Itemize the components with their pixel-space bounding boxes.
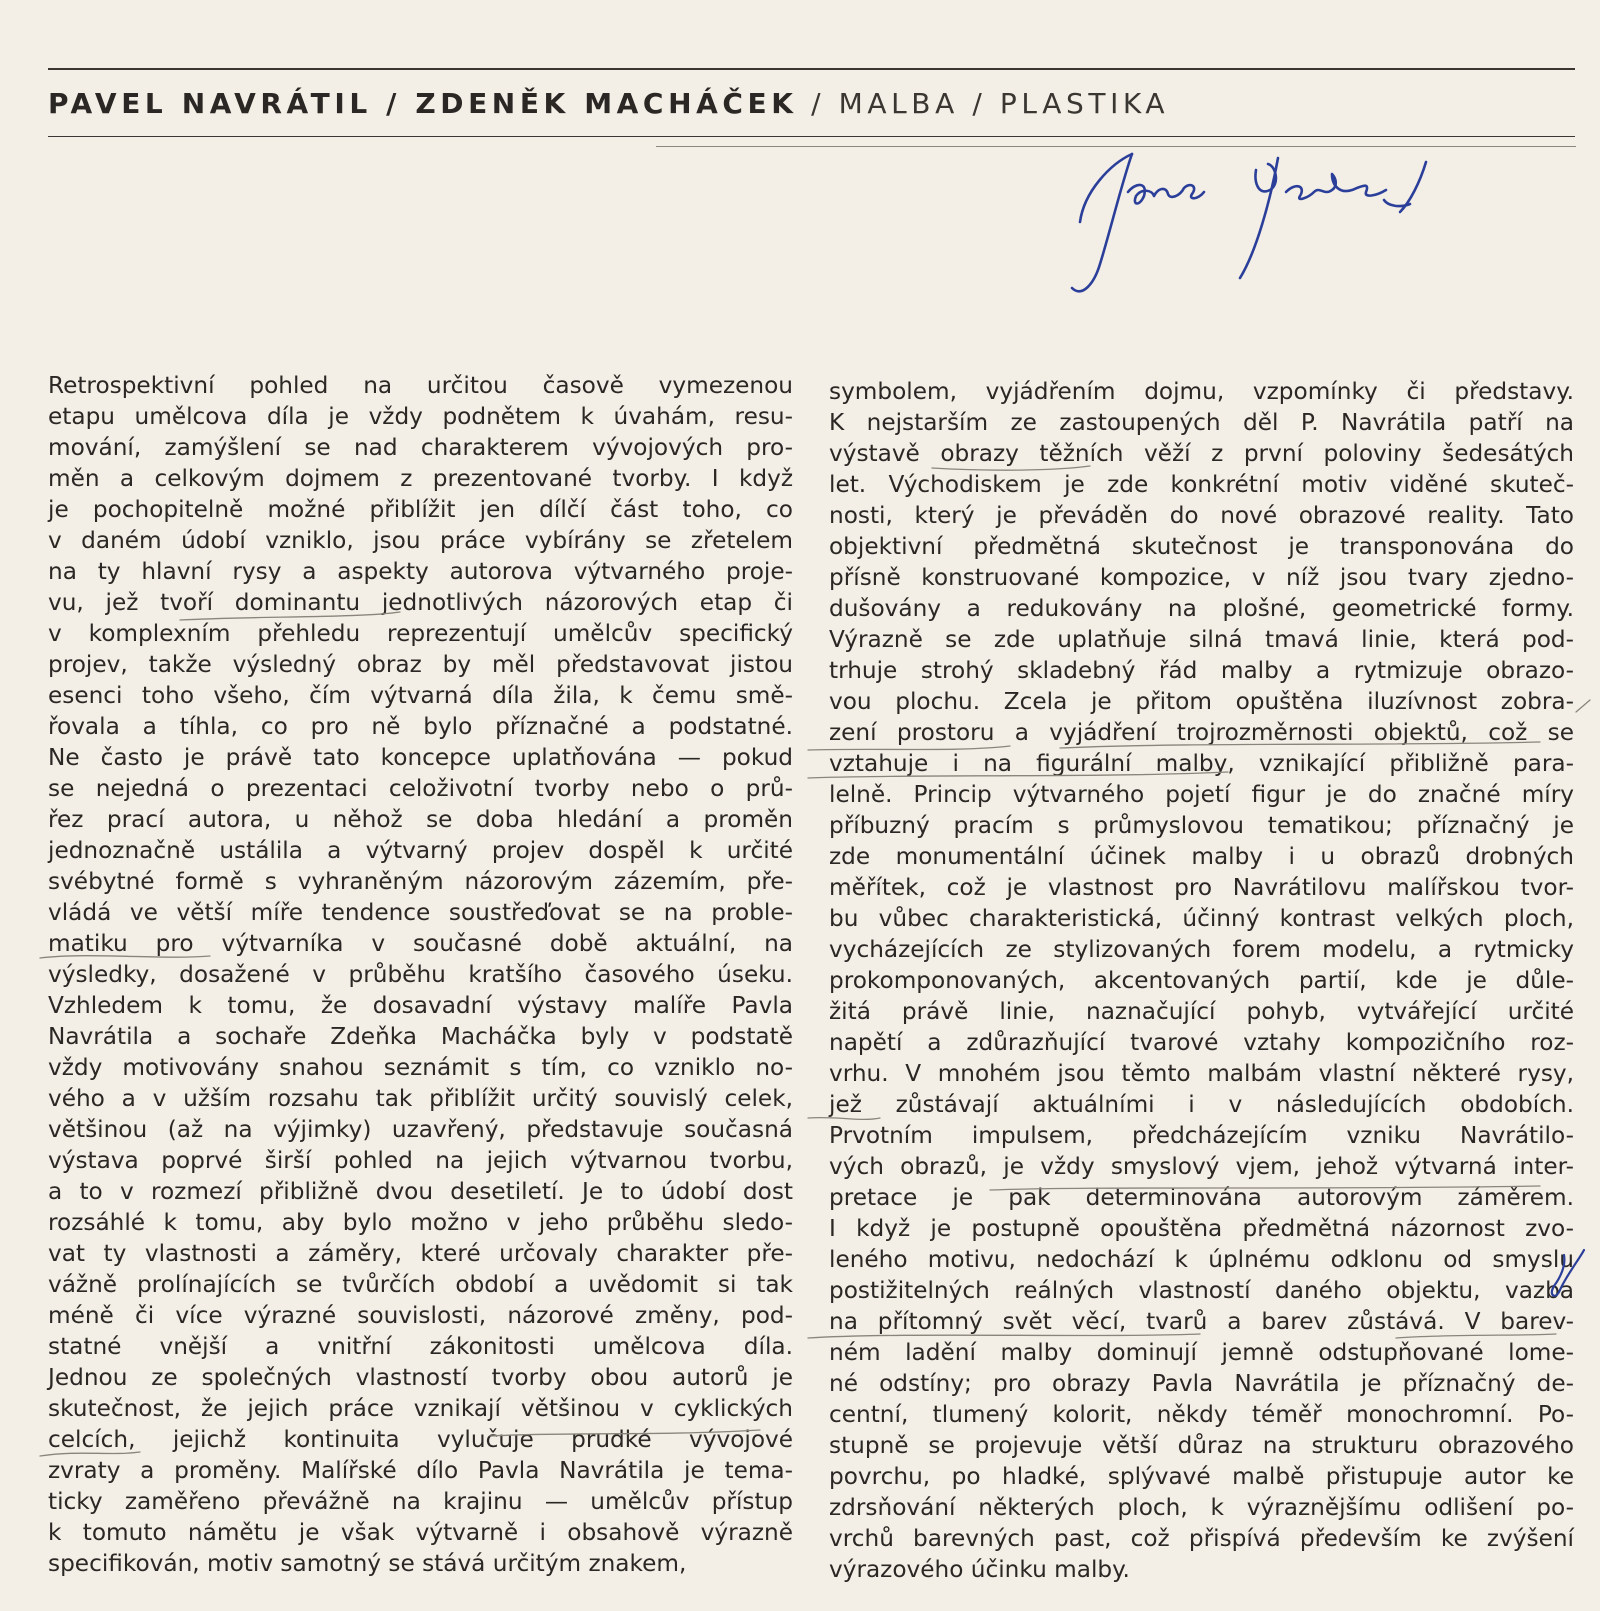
left-column-line: Navrátila a sochaře Zdeňka Macháčka byly v podstatě xyxy=(48,1023,793,1050)
right-column-line: let. Východiskem je zde konkrétní motiv viděné skuteč- xyxy=(829,471,1574,498)
right-column-line: I když je postupně opouštěna předmětná názornost zvo- xyxy=(829,1215,1574,1242)
left-column-line: projev, takže výsledný obraz by měl představovat jistou xyxy=(48,651,793,678)
left-column-line: na ty hlavní rysy a aspekty autorova výtvarného proje- xyxy=(48,558,793,585)
left-column-line: etapu umělcova díla je vždy podnětem k úvahám, resu- xyxy=(48,403,793,430)
left-column-line: se nejedná o prezentaci celoživotní tvorby nebo o prů- xyxy=(48,775,793,802)
left-column-line: Retrospektivní pohled na určitou časově vymezenou xyxy=(48,372,793,399)
secondary-rule xyxy=(656,146,1576,147)
right-column-line: zení prostoru a vyjádření trojrozměrnosti objektů, což se xyxy=(829,719,1574,746)
left-column-line: specifikován, motiv samotný se stává určitým znakem, xyxy=(48,1550,687,1577)
left-column-line: zvraty a proměny. Malířské dílo Pavla Navrátila je tema- xyxy=(48,1457,793,1484)
heading-subtitle: / MALBA / PLASTIKA xyxy=(797,87,1170,120)
right-column-line: napětí a zdůrazňující tvarové vztahy kompozičního roz- xyxy=(829,1029,1574,1056)
pencil-underline xyxy=(1576,700,1590,712)
right-column-line: vycházejících ze stylizovaných forem modelu, a rytmicky xyxy=(829,936,1574,963)
left-column-line: měn a celkovým dojmem z prezentované tvorby. I když xyxy=(48,465,793,492)
heading-authors: PAVEL NAVRÁTIL / ZDENĚK MACHÁČEK xyxy=(48,87,798,120)
right-column-line: vztahuje i na figurální malby, vznikající přibližně para- xyxy=(829,750,1574,777)
left-column-line: v komplexním přehledu reprezentují umělcův specifický xyxy=(48,620,793,647)
right-column-line: měřítek, což je vlastnost pro Navrátilovu malířskou tvor- xyxy=(829,874,1574,901)
right-column-line: na přítomný svět věcí, tvarů a barev zůstává. V barev- xyxy=(829,1308,1574,1335)
left-column-line: Ne často je právě tato koncepce uplatňována — pokud xyxy=(48,744,793,771)
top-rule xyxy=(48,68,1575,70)
right-column-line: vou plochu. Zcela je přitom opuštěna iluzívnost zobra- xyxy=(829,688,1574,715)
left-column-line: řez prací autora, u něhož se doba hledání a proměn xyxy=(48,806,793,833)
right-column-line: objektivní předmětná skutečnost je transponována do xyxy=(829,533,1574,560)
right-column-line: výrazového účinku malby. xyxy=(829,1556,1130,1583)
left-text-column xyxy=(48,370,793,1579)
left-column-line: a to v rozmezí přibližně dvou desetiletí. Je to údobí dost xyxy=(48,1178,793,1205)
left-column-line: jednoznačně ustálila a výtvarný projev dospěl k určité xyxy=(48,837,793,864)
right-column-line: dušovány a redukovány na plošné, geometrické formy. xyxy=(829,595,1574,622)
right-column-line: pretace je pak determinována autorovým záměrem. xyxy=(829,1184,1574,1211)
right-column-line: bu vůbec charakteristická, účinný kontrast velkých ploch, xyxy=(829,905,1574,932)
page-heading xyxy=(48,84,1548,124)
right-column-line: jež zůstávají aktuálními i v následujících obdobích. xyxy=(829,1091,1574,1118)
right-column-line: trhuje strohý skladebný řád malby a rytmizuje obrazo- xyxy=(829,657,1574,684)
left-column-line: vat ty vlastnosti a záměry, které určovaly charakter pře- xyxy=(48,1240,793,1267)
right-column-line: K nejstarším ze zastoupených děl P. Navrátila patří na xyxy=(829,409,1574,436)
right-column-line: vrhu. V mnohém jsou těmto malbám vlastní některé rysy, xyxy=(829,1060,1574,1087)
right-column-line: né odstíny; pro obrazy Pavla Navrátila je příznačný de- xyxy=(829,1370,1574,1397)
left-column-line: vládá ve větší míře tendence soustřeďovat se na proble- xyxy=(48,899,793,926)
left-column-line: řovala a tíhla, co pro ně bylo příznačné a podstatné. xyxy=(48,713,793,740)
left-column-line: výstava poprvé širší pohled na jejich výtvarnou tvorbu, xyxy=(48,1147,793,1174)
left-column-line: statné vnější a vnitřní zákonitosti umělcova díla. xyxy=(48,1333,793,1360)
left-column-line: vého a v užším rozsahu tak přiblížit určitý souvislý celek, xyxy=(48,1085,793,1112)
right-column-line: Výrazně se zde uplatňuje silná tmavá linie, která pod- xyxy=(829,626,1574,653)
left-column-line: svébytné formě s vyhraněným názorovým zázemím, pře- xyxy=(48,868,793,895)
right-column-line: nosti, který je převáděn do nové obrazové reality. Tato xyxy=(829,502,1574,529)
right-column-line: lelně. Princip výtvarného pojetí figur je do značné míry xyxy=(829,781,1574,808)
left-column-line: méně či více výrazné souvislosti, názorové změny, pod- xyxy=(48,1302,793,1329)
handwritten-signature xyxy=(1070,152,1490,302)
left-column-line: rozsáhlé k tomu, aby bylo možno v jeho průběhu sledo- xyxy=(48,1209,793,1236)
left-column-line: vždy motivovány snahou seznámit s tím, co vzniklo no- xyxy=(48,1054,793,1081)
right-column-line: zdrsňování některých ploch, k výraznějšímu odlišení po- xyxy=(829,1494,1574,1521)
left-column-line: výsledky, dosažené v průběhu kratšího časového úseku. xyxy=(48,961,793,988)
right-column-line: příbuzný pracím s průmyslovou tematikou; příznačný je xyxy=(829,812,1574,839)
right-column-line: symbolem, vyjádřením dojmu, vzpomínky či představy. xyxy=(829,378,1574,405)
right-column-line: povrchu, po hladké, splývavé malbě přistupuje autor ke xyxy=(829,1463,1574,1490)
left-column-line: mování, zamýšlení se nad charakterem vývojových pro- xyxy=(48,434,793,461)
right-column-line: výstavě obrazy těžních věží z první poloviny šedesátých xyxy=(829,440,1574,467)
right-column-line: přísně konstruované kompozice, v níž jsou tvary zjedno- xyxy=(829,564,1574,591)
left-column-line: Vzhledem k tomu, že dosavadní výstavy malíře Pavla xyxy=(48,992,793,1019)
heading-underline-rule xyxy=(48,136,1575,137)
right-column-line: stupně se projevuje větší důraz na strukturu obrazového xyxy=(829,1432,1574,1459)
right-column-line: vrchů barevných past, což přispívá především ke zvýšení xyxy=(829,1525,1574,1552)
right-column-line: leného motivu, nedochází k úplnému odklonu od smyslu xyxy=(829,1246,1574,1273)
right-column-line: prokomponovaných, akcentovaných partií, kde je důle- xyxy=(829,967,1574,994)
left-column-line: vážně prolínajících se tvůrčích období a uvědomit si tak xyxy=(48,1271,793,1298)
left-column-line: je pochopitelně možné přiblížit jen dílčí část toho, co xyxy=(48,496,793,523)
left-column-line: esenci toho všeho, čím výtvarná díla žila, k čemu smě- xyxy=(48,682,793,709)
right-column-line: vých obrazů, je vždy smyslový vjem, jehož výtvarná inter- xyxy=(829,1153,1574,1180)
left-column-line: většinou (až na výjimky) uzavřený, představuje současná xyxy=(48,1116,793,1143)
right-column-line: zde monumentální účinek malby i u obrazů drobných xyxy=(829,843,1574,870)
left-column-line: skutečnost, že jejich práce vznikají většinou v cyklických xyxy=(48,1395,793,1422)
left-column-line: Jednou ze společných vlastností tvorby obou autorů je xyxy=(48,1364,793,1391)
left-column-line: celcích, jejichž kontinuita vylučuje prudké vývojové xyxy=(48,1426,793,1453)
right-column-line: centní, tlumený kolorit, někdy téměř monochromní. Po- xyxy=(829,1401,1574,1428)
left-column-line: matiku pro výtvarníka v současné době aktuální, na xyxy=(48,930,793,957)
left-column-line: ticky zaměřeno převážně na krajinu — umělcův přístup xyxy=(48,1488,793,1515)
left-column-line: k tomuto námětu je však výtvarně i obsahově výrazně xyxy=(48,1519,793,1546)
left-column-line: v daném údobí vzniklo, jsou práce vybírány se zřetelem xyxy=(48,527,793,554)
right-text-column xyxy=(829,376,1574,1585)
left-column-line: vu, jež tvoří dominantu jednotlivých názorových etap či xyxy=(48,589,793,616)
right-column-line: postižitelných reálných vlastností daného objektu, vazba xyxy=(829,1277,1574,1304)
right-column-line: Prvotním impulsem, předcházejícím vzniku Navrátilo- xyxy=(829,1122,1574,1149)
right-column-line: žitá právě linie, naznačující pohyb, vytvářející určité xyxy=(829,998,1574,1025)
right-column-line: ném ladění malby dominují jemně odstupňované lome- xyxy=(829,1339,1574,1366)
